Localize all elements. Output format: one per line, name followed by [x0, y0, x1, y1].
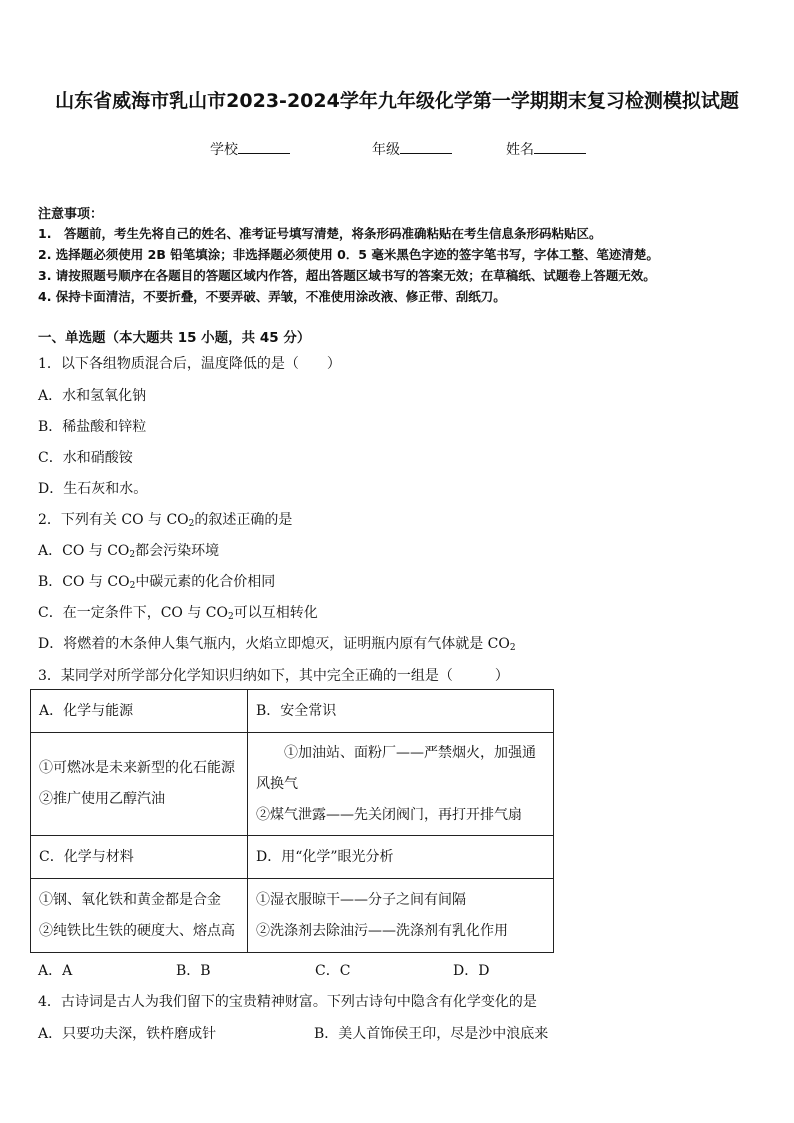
q3-option-a: A．A	[38, 963, 73, 979]
q3-cell-d-body: ①湿衣服晾干——分子之间有间隔 ②洗涤剂去除油污——洗涤剂有乳化作用	[248, 879, 554, 953]
section-heading: 一、单选题（本大题共 15 小题，共 45 分）	[38, 330, 311, 346]
q3-option-c: C．C	[315, 963, 351, 979]
school-label: 学校	[210, 142, 238, 158]
q3-option-b: B．B	[176, 963, 211, 979]
grade-field	[372, 139, 452, 159]
q3-cell-d-head: D．用“化学”眼光分析	[248, 836, 554, 879]
q3-table	[30, 689, 554, 953]
grade-label: 年级	[372, 142, 400, 158]
q2-option-d: D．将燃着的木条伸人集气瓶内，火焰立即熄灭，证明瓶内原有气体就是 $CO_2$	[38, 636, 516, 653]
q2-option-a: A．CO 与 $CO_2$都会污染环境	[38, 543, 220, 560]
q3-cell-a-head: A．化学与能源	[31, 690, 248, 733]
notes-heading: 注意事项：	[38, 207, 104, 222]
q3-stem: 3．某同学对所学部分化学知识归纳如下，其中完全正确的一组是（ ）	[38, 668, 509, 684]
q4-stem: 4．古诗词是古人为我们留下的宝贵精神财富。下列古诗句中隐含有化学变化的是	[38, 994, 537, 1010]
page-title: 山东省威海市乳山市2023-2024学年九年级化学第一学期期末复习检测模拟试题	[55, 90, 739, 112]
name-label: 姓名	[506, 142, 534, 158]
school-blank[interactable]	[238, 139, 290, 154]
q1-option-c: C．水和硝酸铵	[38, 450, 133, 466]
q3-cell-c-body: ①钢、氧化铁和黄金都是合金 ②纯铁比生铁的硬度大、熔点高	[31, 879, 248, 953]
grade-blank[interactable]	[400, 139, 452, 154]
note-item: 1. 答题前，考生先将自己的姓名、准考证号填写清楚，将条形码准确粘贴在考生信息条形码粘贴区。	[38, 226, 602, 241]
note-item: 4. 保持卡面清洁，不要折叠，不要弄破、弄皱，不准使用涂改液、修正带、刮纸刀。	[38, 289, 506, 304]
note-item: 2. 选择题必须使用 2B 铅笔填涂；非选择题必须使用 0．5 毫米黑色字迹的签字笔书写，字体工整、笔迹清楚。	[38, 247, 659, 262]
q3-cell-c-head: C．化学与材料	[31, 836, 248, 879]
q3-cell-b-body: ①加油站、面粉厂——严禁烟火，加强通风换气 ②煤气泄露——先关闭阀门，再打开排气扇	[248, 733, 554, 836]
q1-stem: 1．以下各组物质混合后，温度降低的是（ ）	[38, 356, 341, 372]
q2-option-c: C．在一定条件下，CO 与 $CO_2$可以互相转化	[38, 605, 318, 622]
name-blank[interactable]	[534, 139, 586, 154]
q2-option-b: B．CO 与 $CO_2$中碳元素的化合价相同	[38, 574, 276, 591]
name-field	[506, 139, 586, 159]
q1-option-a: A．水和氢氧化钠	[38, 388, 147, 404]
q4-option-b: B．美人首饰侯王印，尽是沙中浪底来	[314, 1026, 549, 1042]
q3-cell-a-body: ①可燃冰是未来新型的化石能源 ②推广使用乙醇汽油	[31, 733, 248, 836]
note-item: 3. 请按照题号顺序在各题目的答题区域内作答，超出答题区域书写的答案无效；在草稿纸、试题卷上答题无效。	[38, 268, 656, 283]
q4-option-a: A．只要功夫深，铁杵磨成针	[38, 1026, 217, 1042]
q3-option-d: D．D	[453, 963, 490, 979]
q3-cell-b-head: B．安全常识	[248, 690, 554, 733]
q1-option-d: D．生石灰和水。	[38, 481, 148, 497]
q2-stem: 2．下列有关 CO 与 $CO_2$的叙述正确的是	[38, 512, 293, 529]
q1-option-b: B．稀盐酸和锌粒	[38, 419, 147, 435]
school-field	[210, 139, 290, 159]
